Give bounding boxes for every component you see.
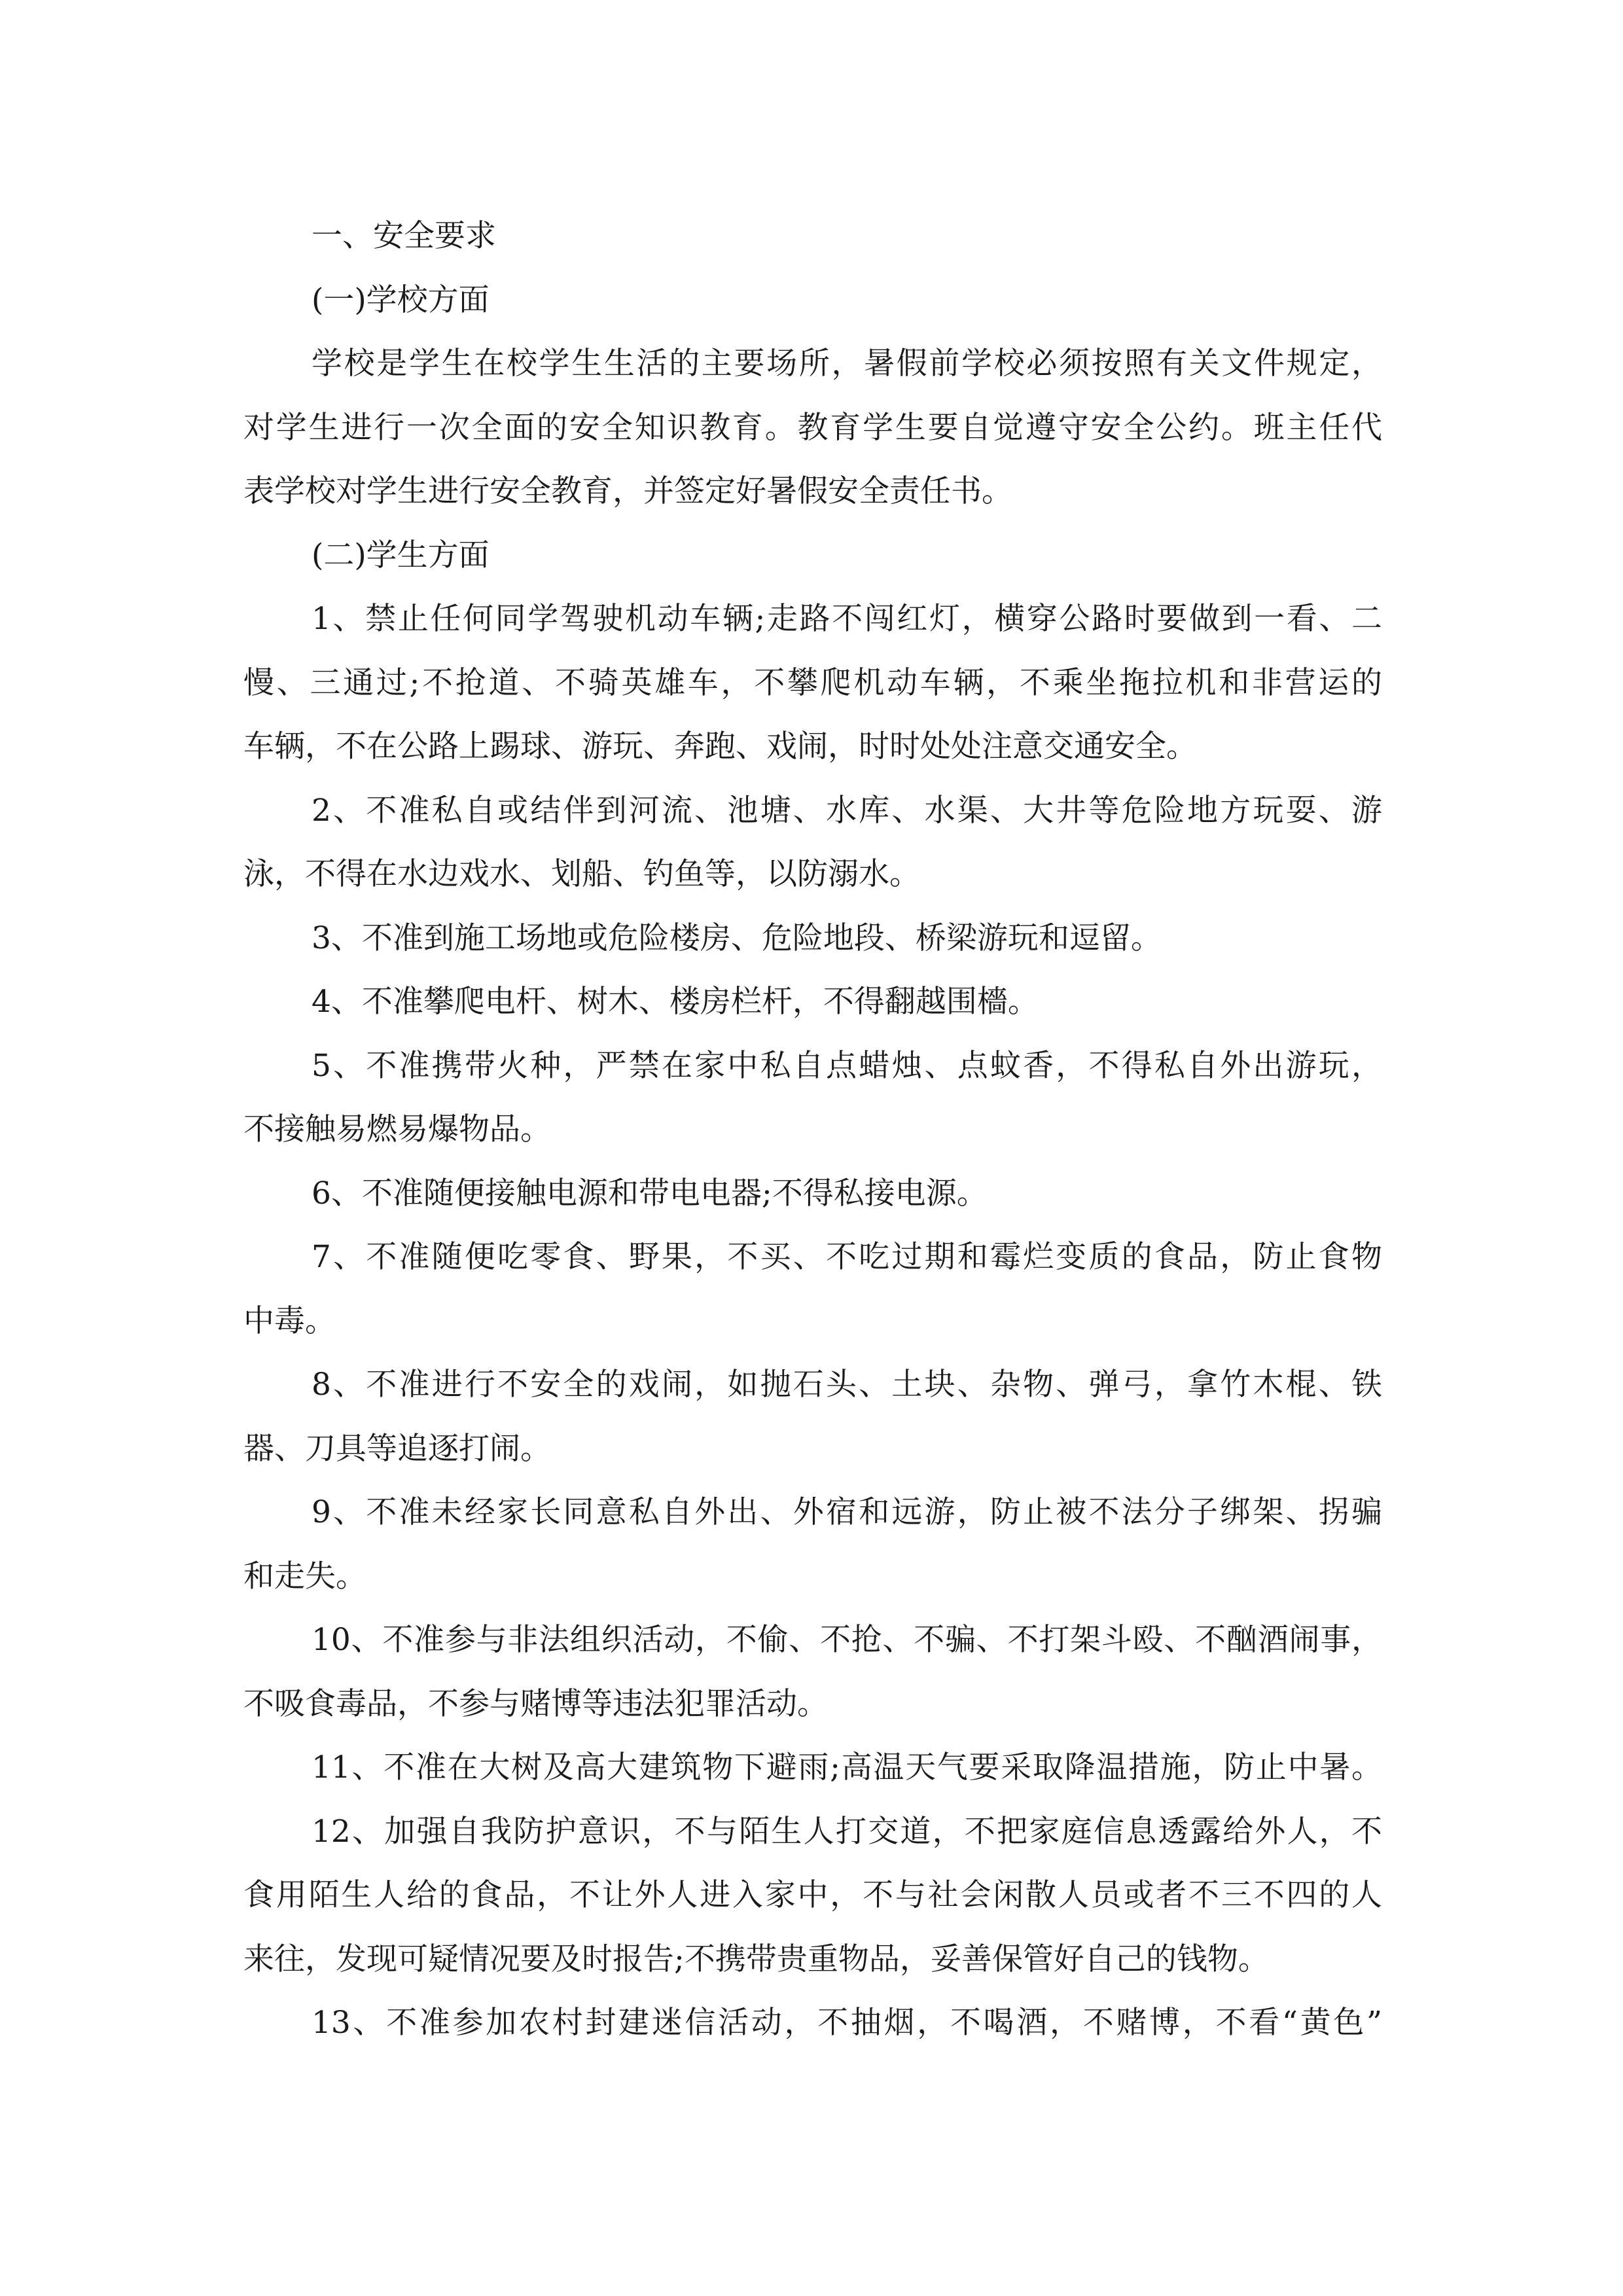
list-item-line: 慢、三通过;不抢道、不骑英雄车，不攀爬机动车辆，不乘坐拖拉机和非营运的 (243, 664, 1382, 701)
list-item-line: 13、不准参加农村封建迷信活动，不抽烟，不喝酒，不赌博，不看“黄色” (312, 2005, 1382, 2041)
list-item-line: 12、加强自我防护意识，不与陌生人打交道，不把家庭信息透露给外人，不 (312, 1813, 1382, 1850)
section-heading-safety-requirements: 一、安全要求 (312, 218, 496, 254)
list-item-line: 器、刀具等追逐打闹。 (243, 1430, 551, 1467)
subsection-heading-school: (一)学校方面 (312, 281, 490, 318)
list-item-line: 8、不准进行不安全的戏闹，如抛石头、土块、杂物、弹弓，拿竹木棍、铁 (312, 1367, 1382, 1403)
list-item-line: 9、不准未经家长同意私自外出、外宿和远游，防止被不法分子绑架、拐骗 (312, 1494, 1382, 1530)
list-item-line: 10、不准参与非法组织活动，不偷、不抢、不骗、不打架斗殴、不酗酒闹事， (312, 1622, 1382, 1658)
paragraph-line: 学校是学生在校学生生活的主要场所，暑假前学校必须按照有关文件规定， (312, 346, 1382, 382)
list-item-line: 来往，发现可疑情况要及时报告;不携带贵重物品，妥善保管好自己的钱物。 (243, 1941, 1269, 1977)
list-item-line: 中毒。 (243, 1302, 336, 1339)
document-body (243, 204, 1382, 2055)
list-item-line: 不吸食毒品，不参与赌博等违法犯罪活动。 (243, 1685, 828, 1722)
list-item-line: 食用陌生人给的食品，不让外人进入家中，不与社会闲散人员或者不三不四的人 (243, 1877, 1382, 1913)
list-item-line: 6、不准随便接触电源和带电电器;不得私接电源。 (312, 1175, 988, 1211)
paragraph-line: 表学校对学生进行安全教育，并签定好暑假安全责任书。 (243, 473, 1012, 509)
list-item-line: 11、不准在大树及高大建筑物下避雨;高温天气要采取降温措施，防止中暑。 (312, 1749, 1382, 1785)
list-item-line: 5、不准携带火种，严禁在家中私自点蜡烛、点蚊香，不得私自外出游玩， (312, 1047, 1382, 1084)
list-item-line: 车辆，不在公路上踢球、游玩、奔跑、戏闹，时时处处注意交通安全。 (243, 728, 1197, 764)
list-item-line: 1、禁止任何同学驾驶机动车辆;走路不闯红灯，横穿公路时要做到一看、二 (312, 601, 1382, 637)
list-item-line: 泳，不得在水边戏水、划船、钓鱼等，以防溺水。 (243, 856, 920, 892)
list-item-line: 不接触易燃易爆物品。 (243, 1111, 551, 1147)
list-item-line: 2、不准私自或结伴到河流、池塘、水库、水渠、大井等危险地方玩耍、游 (312, 792, 1382, 829)
list-item-line: 4、不准攀爬电杆、树木、楼房栏杆，不得翻越围檣。 (312, 984, 1039, 1020)
list-item-line: 3、不准到施工场地或危险楼房、危险地段、桥梁游玩和逗留。 (312, 920, 1162, 956)
list-item-line: 和走失。 (243, 1558, 366, 1594)
list-item-line: 7、不准随便吃零食、野果，不买、不吃过期和霉烂变质的食品，防止食物 (312, 1239, 1382, 1275)
subsection-heading-students: (二)学生方面 (312, 537, 490, 573)
paragraph-line: 对学生进行一次全面的安全知识教育。教育学生要自觉遵守安全公约。班主任代 (243, 409, 1382, 446)
